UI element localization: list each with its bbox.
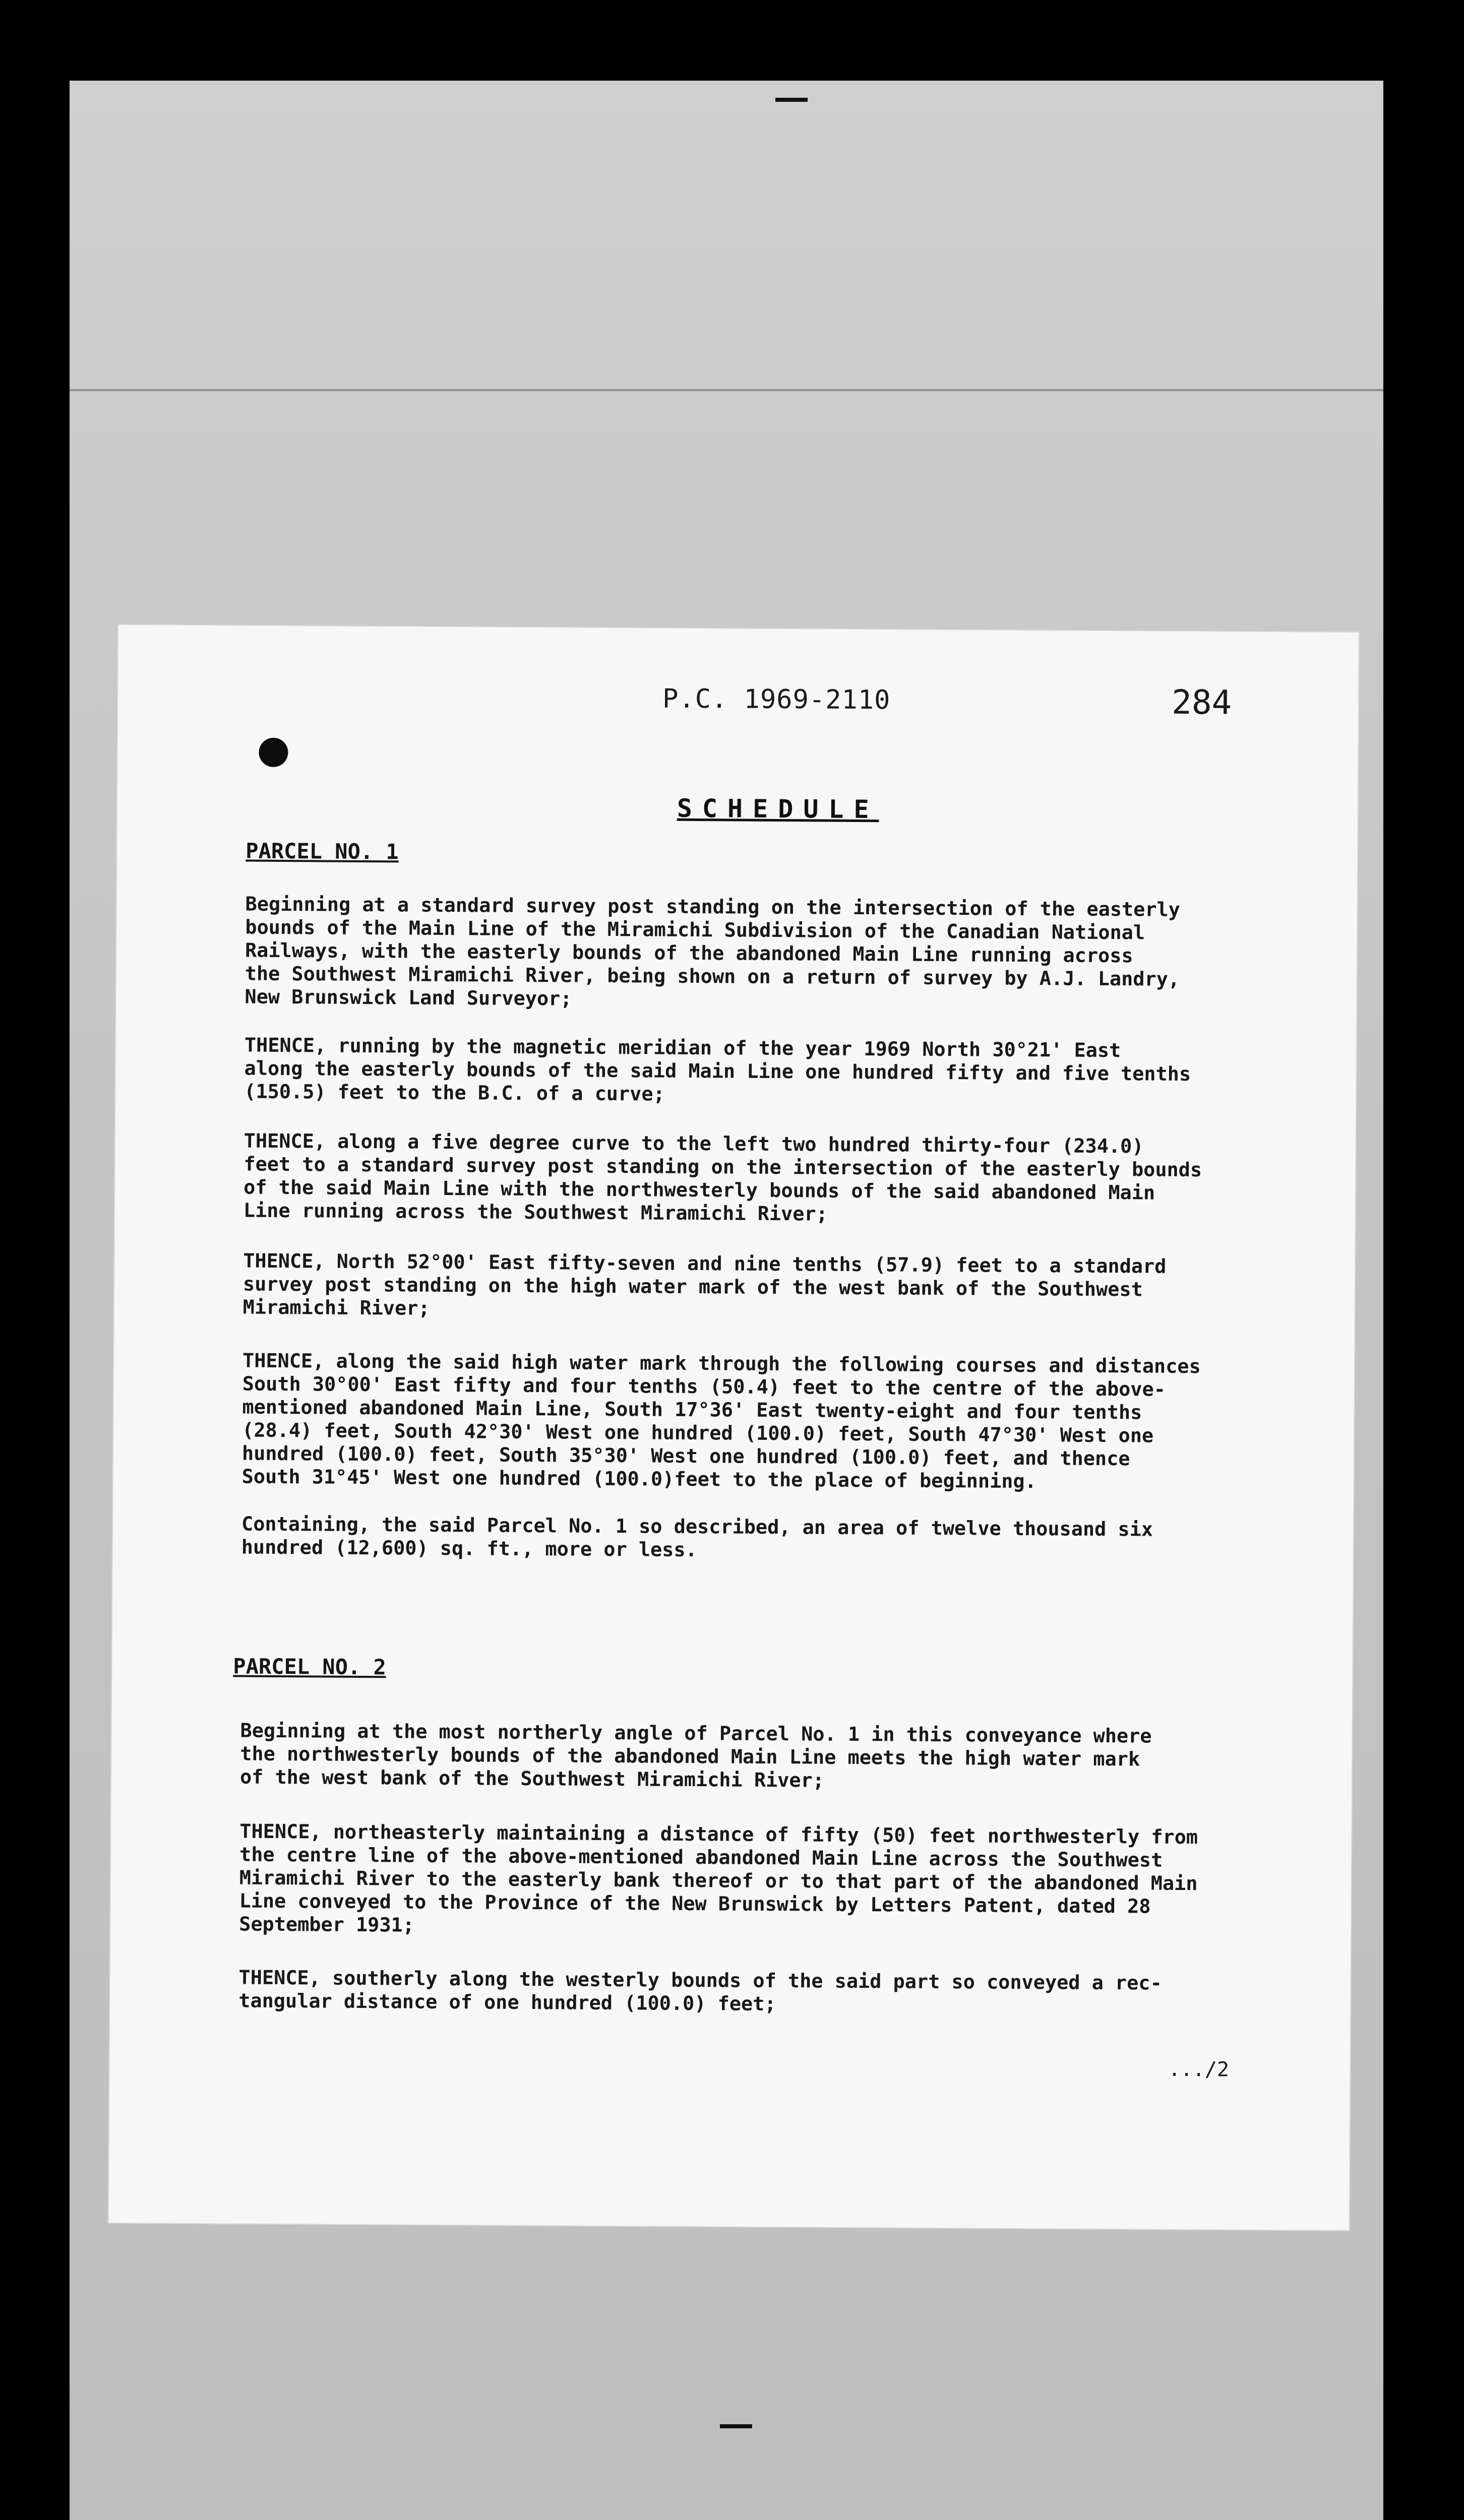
parcel-1-paragraph: Beginning at a standard survey post standing on the intersection of the easterly bounds of the Main Line of the Miramichi Subdivision of the Canadian National Railways, with the easterly bounds of the abandoned Main Line running across the Southwest Miramichi River, being shown on a return of survey by A.J. Landry, New Brunswick Land Surveyor; xyxy=(245,893,1181,1011)
parcel-2-paragraph: THENCE, northeasterly maintaining a distance of fifty (50) feet northwesterly from the centre line of the above-mentioned abandoned Main Line across the Southwest Miramichi River to the easterly bank thereof or to that part of the abandoned Main Line conveyed to the Province of the New Brunswick by Letters Patent, dated 28 September 1931; xyxy=(239,1820,1198,1937)
parcel-2-paragraph: Beginning at the most northerly angle of Parcel No. 1 in this conveyance where the northwesterly bounds of the abandoned Main Line meets the high water mark of the west bank of the Southwest Miramichi River; xyxy=(239,1719,1152,1792)
order-in-council-reference: P.C. 1969-2110 xyxy=(662,683,891,716)
microfilm-frame xyxy=(70,81,1383,2520)
document-page xyxy=(109,625,1359,2230)
continuation-marker: .../2 xyxy=(1168,2057,1230,2082)
schedule-title: SCHEDULE xyxy=(677,793,879,825)
parcel-1-paragraph: THENCE, along a five degree curve to the left two hundred thirty-four (234.0) feet to a standard survey post standing on the intersection of the easterly bounds of the said Main Line with the northwesterly bounds of the said abandoned Main Line running across the Southwest Miramichi River; xyxy=(243,1129,1202,1226)
parcel-1-paragraph: THENCE, North 52°00' East fifty-seven and nine tenths (57.9) feet to a standard survey post standing on the high water mark of the west bank of the Southwest Miramichi River; xyxy=(242,1249,1167,1320)
page-number: 284 xyxy=(1171,682,1232,722)
parcel-2-heading: PARCEL NO. 2 xyxy=(233,1654,386,1680)
parcel-1-paragraph: Containing, the said Parcel No. 1 so described, an area of twelve thousand six hundred (12,600) sq. ft., more or less. xyxy=(241,1513,1153,1562)
frame-fold-line xyxy=(70,389,1383,391)
parcel-1-paragraph: THENCE, along the said high water mark through the following courses and distances South 30°00' East fifty and four tenths (50.4) feet to the centre of the above- mentioned abandoned Main Line, South 17°36' East twenty-eight and four tenths (28.4) feet, South 42°30' West one hundred (100.0) feet, South 47°30' West one hundred (100.0) feet, South 35°30' West one hundred (100.0) feet, and thence South 31°45' West one hundred (100.0)feet to the place of beginning. xyxy=(241,1349,1201,1493)
parcel-1-heading: PARCEL NO. 1 xyxy=(246,838,399,864)
punch-hole xyxy=(259,738,288,767)
parcel-2-paragraph: THENCE, southerly along the westerly bounds of the said part so conveyed a rec- tangular distance of one hundred (100.0) feet; xyxy=(238,1966,1162,2016)
frame-mark-top xyxy=(775,98,808,102)
parcel-1-paragraph: THENCE, running by the magnetic meridian of the year 1969 North 30°21' East along the easterly bounds of the said Main Line one hundred fifty and five tenths (150.5) feet to the B.C. of a curve; xyxy=(244,1034,1191,1106)
frame-mark-lower xyxy=(720,2424,752,2428)
